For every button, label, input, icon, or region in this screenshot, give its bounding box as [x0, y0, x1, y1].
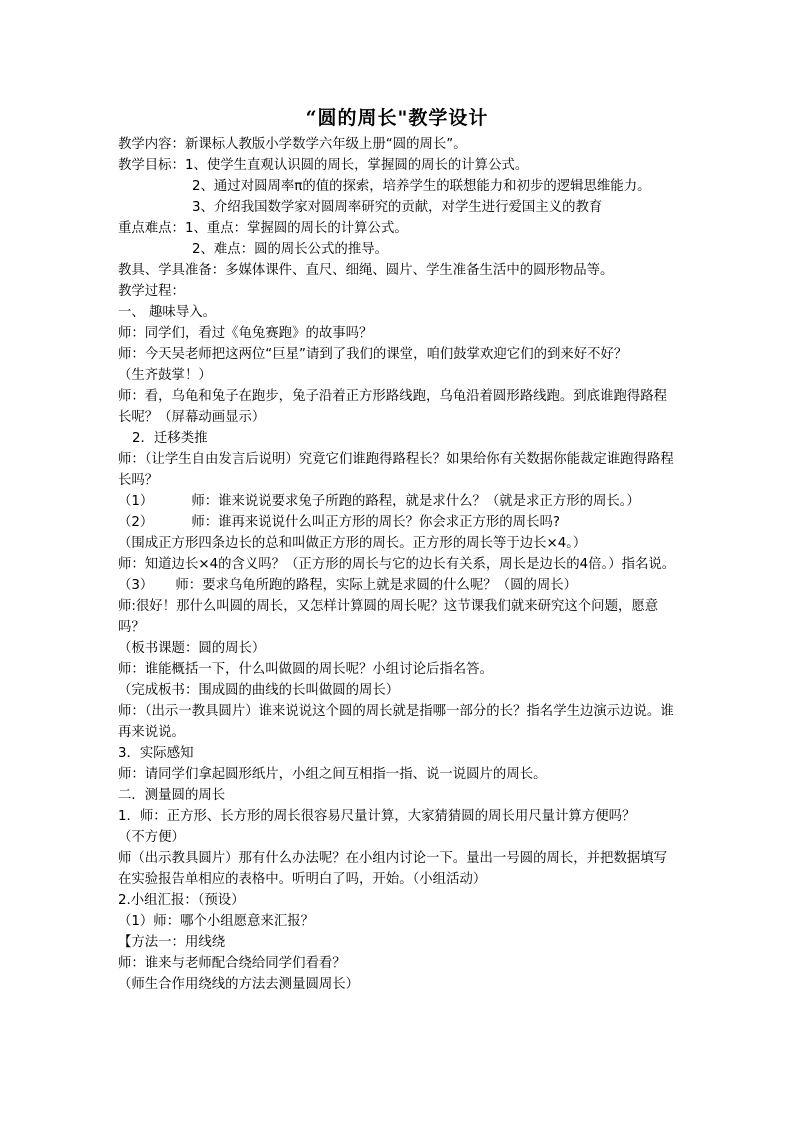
text-line: （不方便） [118, 830, 185, 845]
item-number: （3） [118, 578, 154, 593]
text-line: 教学内容：新课标人教版小学数学六年级上册“圆的周长”。 [118, 137, 467, 152]
text-line: 二．测量圆的周长 [118, 788, 226, 803]
text-line: 教具、学具准备：多媒体课件、直尺、细绳、圆片、学生准备生活中的圆形物品等。 [118, 263, 614, 278]
item-number: （1） [118, 494, 154, 509]
item-text: 师：要求乌龟所跑的路程，实际上就是求圆的什么呢？（圆的周长） [175, 578, 578, 593]
text-line: 师：同学们，看过《龟兔赛跑》的故事吗？ [118, 326, 373, 341]
text-paragraph: 师：（让学生自由发言后说明）究竟它们谁跑得路程长？如果给你有关数据你能裁定谁跑得路程长吗？ [118, 452, 674, 488]
text-line: 教学目标：1、使学生直观认识圆的周长，掌握圆的周长的计算公式。 [118, 158, 529, 173]
text-paragraph: 师：（出示一教具圆片）谁来说说这个圆的周长就是指哪一部分的长？指名学生边演示边说。谁再来说说。 [118, 704, 674, 740]
document-body [118, 134, 678, 995]
text-line: （师生合作用绕线的方法去测量圆周长） [118, 977, 360, 992]
text-paragraph: 师:很好！那什么叫圆的周长，又怎样计算圆的周长呢？这节课我们就来研究这个问题，愿意吗？ [118, 599, 659, 635]
text-paragraph: 师：知道边长×4的含义吗？（正方形的周长与它的边长有关系，周长是边长的4倍。）指名说。 [118, 557, 676, 572]
text-line: 师：谁来与老师配合绕给同学们看看？ [118, 956, 346, 971]
text-line: （围成正方形四条边长的总和叫做正方形的周长。正方形的周长等于边长×4。） [118, 536, 587, 551]
text-line [118, 491, 678, 512]
text-paragraph: 师（出示教具圆片）那有什么办法呢？在小组内讨论一下。量出一号圆的周长，并把数据填写在实验报告单相应的表格中。听明白了吗，开始。（小组活动） [118, 851, 668, 887]
item-text: 师：谁再来说说什么叫正方形的周长？你会求正方形的周长吗? [191, 515, 560, 530]
text-line [118, 575, 678, 596]
text-line [118, 512, 678, 533]
text-line: 2．迁移类推 [132, 431, 208, 446]
text-line: 2.小组汇报：（预设） [118, 893, 245, 908]
text-line: 【方法一：用线绕 [118, 935, 226, 950]
text-line: 师：请同学们拿起圆形纸片，小组之间互相指一指、说一说圆片的周长。 [118, 767, 547, 782]
text-line: 1．师：正方形、长方形的周长很容易尺量计算，大家猜猜圆的周长用尺量计算方便吗？ [118, 809, 636, 824]
text-line: 3．实际感知 [118, 746, 194, 761]
page-title: “圆的周长"教学设计 [305, 107, 489, 129]
text-line: 教学过程： [118, 284, 185, 299]
text-line: 2、通过对圆周率π的值的探索，培养学生的联想能力和初步的逻辑思维能力。 [192, 179, 651, 194]
text-line: 师：今天吴老师把这两位“巨星”请到了我们的课堂，咱们鼓掌欢迎它们的到来好不好？ [118, 347, 628, 362]
text-line: 重点难点：1、重点：掌握圆的周长的计算公式。 [118, 221, 408, 236]
item-text: 师：谁来说说要求兔子所跑的路程，就是求什么？（就是求正方形的周长。） [191, 494, 640, 509]
text-line: 师：谁能概括一下，什么叫做圆的周长呢？小组讨论后指名答。 [118, 662, 493, 677]
text-line: 3、介绍我国数学家对圆周率研究的贡献，对学生进行爱国主义的教育 [192, 200, 603, 215]
text-line: （完成板书：围成圆的曲线的长叫做圆的周长） [118, 683, 400, 698]
item-number: （2） [118, 515, 154, 530]
text-paragraph: 师：看，乌龟和兔子在跑步，兔子沿着正方形路线跑，乌龟沿着圆形路线跑。到底谁跑得路程长呢？（屏幕动画显示） [118, 389, 668, 425]
text-line: （生齐鼓掌！） [118, 368, 212, 383]
text-line: 一、 趣味导入。 [118, 305, 216, 320]
text-line: （1）师：哪个小组愿意来汇报？ [118, 914, 314, 929]
text-line: （板书课题：圆的周长） [118, 641, 266, 656]
text-line: 2、难点：圆的周长公式的推导。 [192, 242, 388, 257]
